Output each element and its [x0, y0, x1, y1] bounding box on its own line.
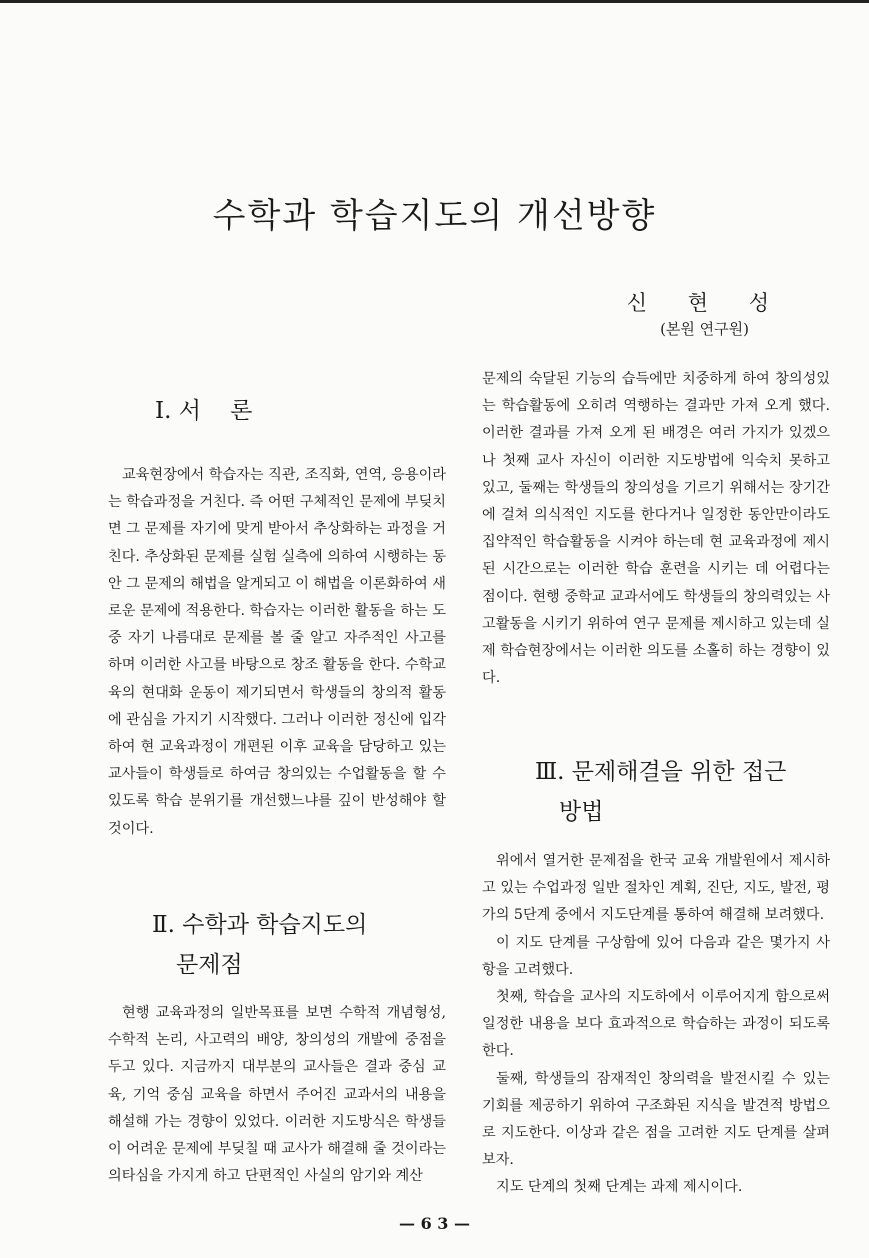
paragraph-approach-2: 이 지도 단계를 구상함에 있어 다음과 같은 몇가지 사항을 고려했다.	[482, 934, 830, 978]
paragraph-approach-4: 둘째, 학생들의 잠재적인 창의력을 발전시킬 수 있는 기회를 제공하기 위하여 구조화된 지식을 발견적 방법으로 지도한다. 이상과 같은 점을 고려한 지도 단계를 살펴보자.	[482, 1070, 830, 1169]
right-column-upper	[482, 366, 830, 692]
section-3-heading	[535, 752, 786, 832]
paragraph-intro: 교육현장에서 학습자는 직관, 조직화, 연역, 응용이라는 학습과정을 거친다. 즉 어떤 구체적인 문제에 부딪치면 그 문제를 자기에 맞게 받아서 추상화하는 과정을 거친다. 추상화된 문제를 실험 실측에 의하여 시행하는 동안 그 문제의 해법을 알게되고 이 해법을 이론화하여 새로운 문제에 적용한다. 학습자는 이러한 활동을 하는 도중 자기 나름대로 문제를 볼 줄 알고 자주적인 사고를 하며 이러한 사고를 바탕으로 창조 활동을 한다. 수학교육의 현대화 운동이 제기되면서 학생들의 창의적 활동에 관심을 가지기 시작했다. 그러나 이러한 정신에 입각하여 현 교육과정이 개편된 이후 교육을 담당하고 있는 교사들이 학생들로 하여금 창의있는 수업활동을 할 수 있도록 학습 분위기를 개선했느냐를 깊이 반성해야 할 것이다.	[108, 467, 446, 837]
author-name: 신 현 성	[626, 291, 771, 315]
page-number: — 6 3 —	[399, 1214, 470, 1233]
section-3-heading-line2: 방법	[559, 799, 604, 825]
left-column-lower	[108, 1000, 446, 1190]
paragraph-approach-3: 첫째, 학습을 교사의 지도하에서 이루어지게 함으로써 일정한 내용을 보다 효과적으로 학습하는 과정이 되도록 한다.	[482, 989, 830, 1060]
section-2-heading-line1: Ⅱ. 수학과 학습지도의	[152, 912, 368, 938]
right-column-lower	[482, 848, 830, 1202]
article-title: 수학과 학습지도의 개선방향	[212, 196, 657, 236]
paragraph-approach-5: 지도 단계의 첫째 단계는 과제 제시이다.	[496, 1179, 743, 1196]
paragraph-problems-continued: 문제의 숙달된 기능의 습득에만 치중하게 하여 창의성있는 학습활동에 오히려 역행하는 결과만 가져 오게 했다. 이러한 결과를 가져 오게 된 배경은 여러 가지가 있겠으나 첫째 교사 자신이 이러한 지도방법에 익숙치 못하고 있고, 둘째는 학생들의 창의성을 기르기 위해서는 장기간에 걸쳐 의식적인 지도를 한다거나 일정한 동안만이라도 집약적인 학습활동을 시켜야 하는데 현 교육과정에 제시된 시간으로는 이러한 학습 훈련을 시키는 데 어렵다는 점이다. 현행 중학교 교과서에도 학생들의 창의력있는 사고활동을 시키기 위하여 연구 문제를 제시하고 있는데 실제 학습현장에서는 이러한 의도를 소홀히 하는 경향이 있다.	[482, 371, 830, 687]
section-2-heading-line2: 문제점	[176, 952, 243, 978]
paragraph-approach-1: 위에서 열거한 문제점을 한국 교육 개발원에서 제시하고 있는 수업과정 일반 절차인 계획, 진단, 지도, 발전, 평가의 5단계 중에서 지도단계를 통하여 해결해 보려했다.	[482, 853, 830, 924]
left-column-upper	[108, 462, 446, 843]
section-3-heading-line1: Ⅲ. 문제해결을 위한 접근	[535, 759, 787, 785]
author-affiliation: (본원 연구원)	[660, 320, 749, 338]
paragraph-problems: 현행 교육과정의 일반목표를 보면 수학적 개념형성, 수학적 논리, 사고력의 배양, 창의성의 개발에 중점을 두고 있다. 지금까지 대부분의 교사들은 결과 중심 교육, 기억 중심 교육을 하면서 주어진 교과서의 내용을 해설해 가는 경향이 있었다. 이러한 지도방식은 학생들이 어려운 문제에 부딪칠 때 교사가 해결해 줄 것이라는 의타심을 가지게 하고 단편적인 사실의 암기와 계산	[108, 1005, 446, 1185]
section-2-heading	[152, 905, 367, 985]
top-rule	[0, 0, 869, 3]
section-1-heading: Ⅰ. 서 론	[155, 398, 253, 424]
